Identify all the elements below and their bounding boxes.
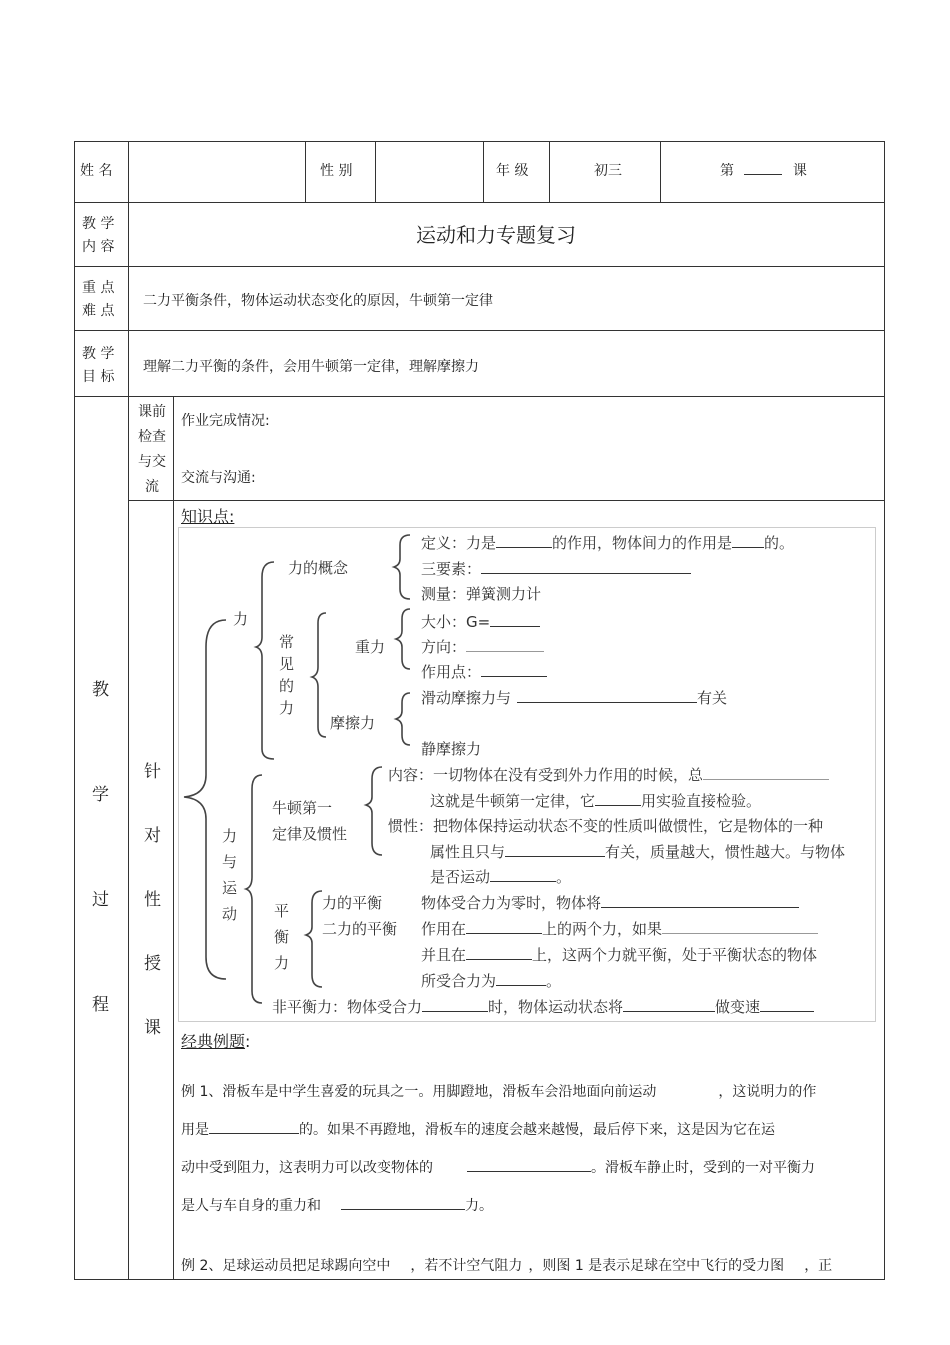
- precheck-4: 流: [145, 479, 159, 495]
- ex1-l2-b: 的。如果不再蹬地，滑板车的速度会越来越慢，最后停下来，这是因为它在运: [299, 1122, 775, 1138]
- newton-blank-1[interactable]: [703, 765, 829, 780]
- lesson-suffix: 课: [792, 163, 807, 179]
- unbalanced-blank-3[interactable]: [760, 997, 814, 1012]
- sliding-blank[interactable]: [517, 688, 697, 703]
- mm-tfb-2: [421, 944, 817, 965]
- tfb-blank-3[interactable]: [466, 945, 532, 960]
- targeted-char-1: 针: [144, 762, 161, 782]
- magnitude-label: 大小：G=: [421, 613, 491, 631]
- grade-label: 年 级: [496, 163, 529, 179]
- mm-force-motion: [222, 823, 237, 927]
- process-char-3: 过: [92, 890, 109, 910]
- ex2-b: 、足球运动员把足球踢向空中: [208, 1258, 391, 1274]
- lesson-number: [720, 160, 807, 180]
- motion-4: 动: [222, 905, 238, 923]
- brace-concept: [394, 535, 410, 599]
- process-char-2: 学: [92, 785, 109, 805]
- mm-common-force: [279, 631, 294, 719]
- def-c: 的。: [764, 534, 795, 552]
- ex1-l3-b: 。滑板车静止时，受到的一对平衡力: [591, 1160, 815, 1176]
- unbalanced-b: 时，物体运动状态将: [488, 998, 624, 1016]
- brace-motion: [246, 775, 262, 1003]
- common-4: 力: [279, 699, 295, 717]
- mm-unbalanced: [272, 996, 814, 1017]
- key-label-2: 难 点: [82, 303, 115, 319]
- unbalanced-a: 非平衡力：物体受合力: [272, 998, 423, 1016]
- tfb-2-a: 并且在: [421, 946, 467, 964]
- mm-newton-title-2: 定律及惯性: [272, 825, 348, 843]
- tfb-2-b: 上，这两个力就平衡，处于平衡状态的物体: [532, 946, 818, 964]
- examples-heading: [181, 1029, 250, 1052]
- process-char-4: 程: [92, 995, 109, 1015]
- brace-root: [184, 620, 226, 979]
- examples-heading-text: 经典例题: [181, 1032, 246, 1051]
- mm-sliding: [421, 687, 727, 708]
- ex1-line-2: [181, 1119, 775, 1139]
- ex1-l2-a: 用是: [181, 1122, 209, 1138]
- mm-static: 静摩擦力: [421, 740, 482, 758]
- page-title: 运动和力专题复习: [416, 223, 576, 247]
- ex1-l4-b: 力。: [465, 1198, 493, 1214]
- homework-label: 作业完成情况:: [181, 413, 270, 429]
- direction-label: 方向：: [421, 638, 467, 656]
- mm-newton-title-1: 牛顿第一: [272, 799, 333, 817]
- grade-value: 初三: [594, 163, 622, 179]
- inertia-blank[interactable]: [505, 842, 605, 857]
- mm-inertia-1: 惯性：把物体保持运动状态不变的性质叫做惯性，它是物体的一种: [388, 817, 824, 835]
- newton-content2-b: 用实验直接检验。: [641, 792, 762, 810]
- point-label: 作用点：: [421, 663, 482, 681]
- def-blank-1[interactable]: [496, 533, 552, 548]
- gender-label: 性 别: [320, 163, 353, 179]
- mm-newton-content: [388, 764, 829, 785]
- lesson-prefix: 第: [720, 163, 734, 179]
- process-char-1: 教: [92, 680, 109, 700]
- brace-newton: [366, 767, 382, 855]
- key-label-1: 重 点: [82, 280, 115, 296]
- unbalanced-blank-1[interactable]: [422, 997, 488, 1012]
- mm-three-elements: [421, 558, 691, 579]
- goal-label-2: 目 标: [82, 369, 115, 385]
- lesson-blank[interactable]: [744, 160, 782, 175]
- mm-force-balance-text: [421, 892, 799, 913]
- tfb-blank-1[interactable]: [466, 919, 542, 934]
- motion-1: 力: [222, 827, 238, 845]
- targeted-char-5: 课: [144, 1018, 161, 1038]
- goal-text: 理解二力平衡的条件，会用牛顿第一定律，理解摩擦力: [143, 359, 479, 375]
- force-balance-text: 物体受合力为零时，物体将: [421, 894, 602, 912]
- force-balance-blank[interactable]: [601, 893, 799, 908]
- knowledge-heading: 知识点:: [181, 507, 235, 526]
- mm-direction: [421, 636, 544, 657]
- precheck-1: 课前: [138, 404, 166, 420]
- magnitude-blank[interactable]: [490, 612, 540, 627]
- inertia-2-b: 有关，质量越大，惯性越大。与物体: [605, 843, 846, 861]
- tfb-1-b: 上的两个力，如果: [542, 920, 663, 938]
- inertia-3-a: 是否运动: [430, 868, 491, 886]
- common-1: 常: [279, 633, 295, 651]
- mm-point: [421, 661, 547, 682]
- balance-2: 衡: [274, 928, 290, 946]
- motion-3: 运: [222, 879, 238, 897]
- brace-force: [256, 562, 274, 759]
- tfb-1-a: 作用在: [421, 920, 467, 938]
- communication-label: 交流与沟通:: [181, 470, 256, 486]
- def-a: 定义：力是: [421, 534, 497, 552]
- unbalanced-c: 做变速: [715, 998, 761, 1016]
- brace-gravity: [396, 609, 410, 669]
- mm-inertia-2: [430, 841, 845, 862]
- three-elements-label: 三要素：: [421, 560, 482, 578]
- inertia-3-blank[interactable]: [490, 867, 556, 882]
- ex1-line-3: [181, 1157, 815, 1177]
- newton-content2-a: 这就是牛顿第一定律，它: [430, 792, 596, 810]
- mm-two-force-balance: 二力的平衡: [322, 920, 398, 938]
- unbalanced-blank-2[interactable]: [623, 997, 715, 1012]
- ex2-d: ，则图 1 是表示足球在空中飞行的受力图: [528, 1258, 785, 1274]
- brace-balance: [306, 891, 322, 987]
- tfb-blank-4[interactable]: [496, 971, 546, 986]
- brace-friction: [396, 693, 410, 745]
- targeted-char-3: 性: [144, 890, 161, 910]
- ex1-line-1: [181, 1081, 816, 1101]
- ex1-blank-3[interactable]: [341, 1195, 465, 1210]
- mm-concept: 力的概念: [288, 559, 349, 577]
- ex1-blank-2[interactable]: [467, 1157, 591, 1172]
- def-blank-2[interactable]: [732, 533, 764, 548]
- tfb-3-a: 所受合力为: [421, 972, 497, 990]
- mm-tfb-3: [421, 970, 561, 991]
- ex1-l4-a: 是人与车自身的重力和: [181, 1198, 321, 1214]
- sliding-a: 滑动摩擦力与: [421, 689, 512, 707]
- ex1-l1-b: ，这说明力的作: [718, 1084, 817, 1100]
- mm-force: 力: [233, 610, 249, 628]
- inertia-3-b: 。: [556, 868, 572, 886]
- balance-1: 平: [274, 902, 290, 920]
- mm-measurement: 测量：弹簧测力计: [421, 585, 542, 603]
- balance-3: 力: [274, 954, 290, 972]
- ex2-c: ，若不计空气阻力: [410, 1258, 523, 1274]
- goal-label-1: 教 学: [82, 346, 115, 362]
- mm-force-balance: 力的平衡: [322, 894, 383, 912]
- key-text: 二力平衡条件，物体运动状态变化的原因，牛顿第一定律: [143, 293, 493, 309]
- precheck-2: 检查: [138, 429, 166, 445]
- ex1-line-4: [181, 1195, 493, 1215]
- newton-content-text: 内容：一切物体在没有受到外力作用的时候，总: [388, 766, 704, 784]
- targeted-char-4: 授: [144, 954, 161, 974]
- ex2-a: 例: [181, 1258, 195, 1274]
- content-label-2: 内 容: [82, 239, 115, 255]
- sliding-b: 有关: [697, 689, 728, 707]
- point-blank[interactable]: [481, 662, 547, 677]
- ex1-blank-1[interactable]: [209, 1119, 299, 1134]
- examples-heading-colon: :: [245, 1032, 251, 1051]
- newton-blank-2[interactable]: [595, 791, 641, 806]
- mm-newton-content-2: [430, 790, 761, 811]
- mm-definition: [421, 532, 794, 553]
- common-2: 见: [279, 655, 295, 673]
- brace-common: [312, 613, 326, 737]
- tfb-3-b: 。: [546, 972, 562, 990]
- tfb-blank-2[interactable]: [662, 919, 818, 934]
- mm-tfb-1: [421, 918, 818, 939]
- direction-blank[interactable]: [466, 637, 544, 652]
- precheck-3: 与交: [138, 454, 166, 470]
- mm-friction: 摩擦力: [330, 714, 376, 732]
- ex1-l1-a: 例 1、滑板车是中学生喜爱的玩具之一。用脚蹬地，滑板车会沿地面向前运动: [181, 1084, 657, 1100]
- ex2-e: ，正: [804, 1258, 833, 1274]
- mm-magnitude: [421, 611, 540, 632]
- def-b: 的作用，物体间力的作用是: [552, 534, 733, 552]
- ex2-line-1: [181, 1255, 832, 1275]
- motion-2: 与: [222, 853, 238, 871]
- content-label-1: 教 学: [82, 216, 115, 232]
- ex1-l3-a: 动中受到阻力，这表明力可以改变物体的: [181, 1160, 433, 1176]
- common-3: 的: [279, 677, 295, 695]
- three-elements-blank[interactable]: [481, 559, 691, 574]
- mm-balance: [274, 898, 289, 976]
- inertia-2-a: 属性且只与: [430, 843, 506, 861]
- name-label: 姓 名: [80, 163, 113, 179]
- ex2-num: 2: [199, 1258, 209, 1274]
- mm-inertia-3: [430, 866, 571, 887]
- targeted-char-2: 对: [144, 826, 161, 846]
- mm-gravity: 重力: [355, 638, 386, 656]
